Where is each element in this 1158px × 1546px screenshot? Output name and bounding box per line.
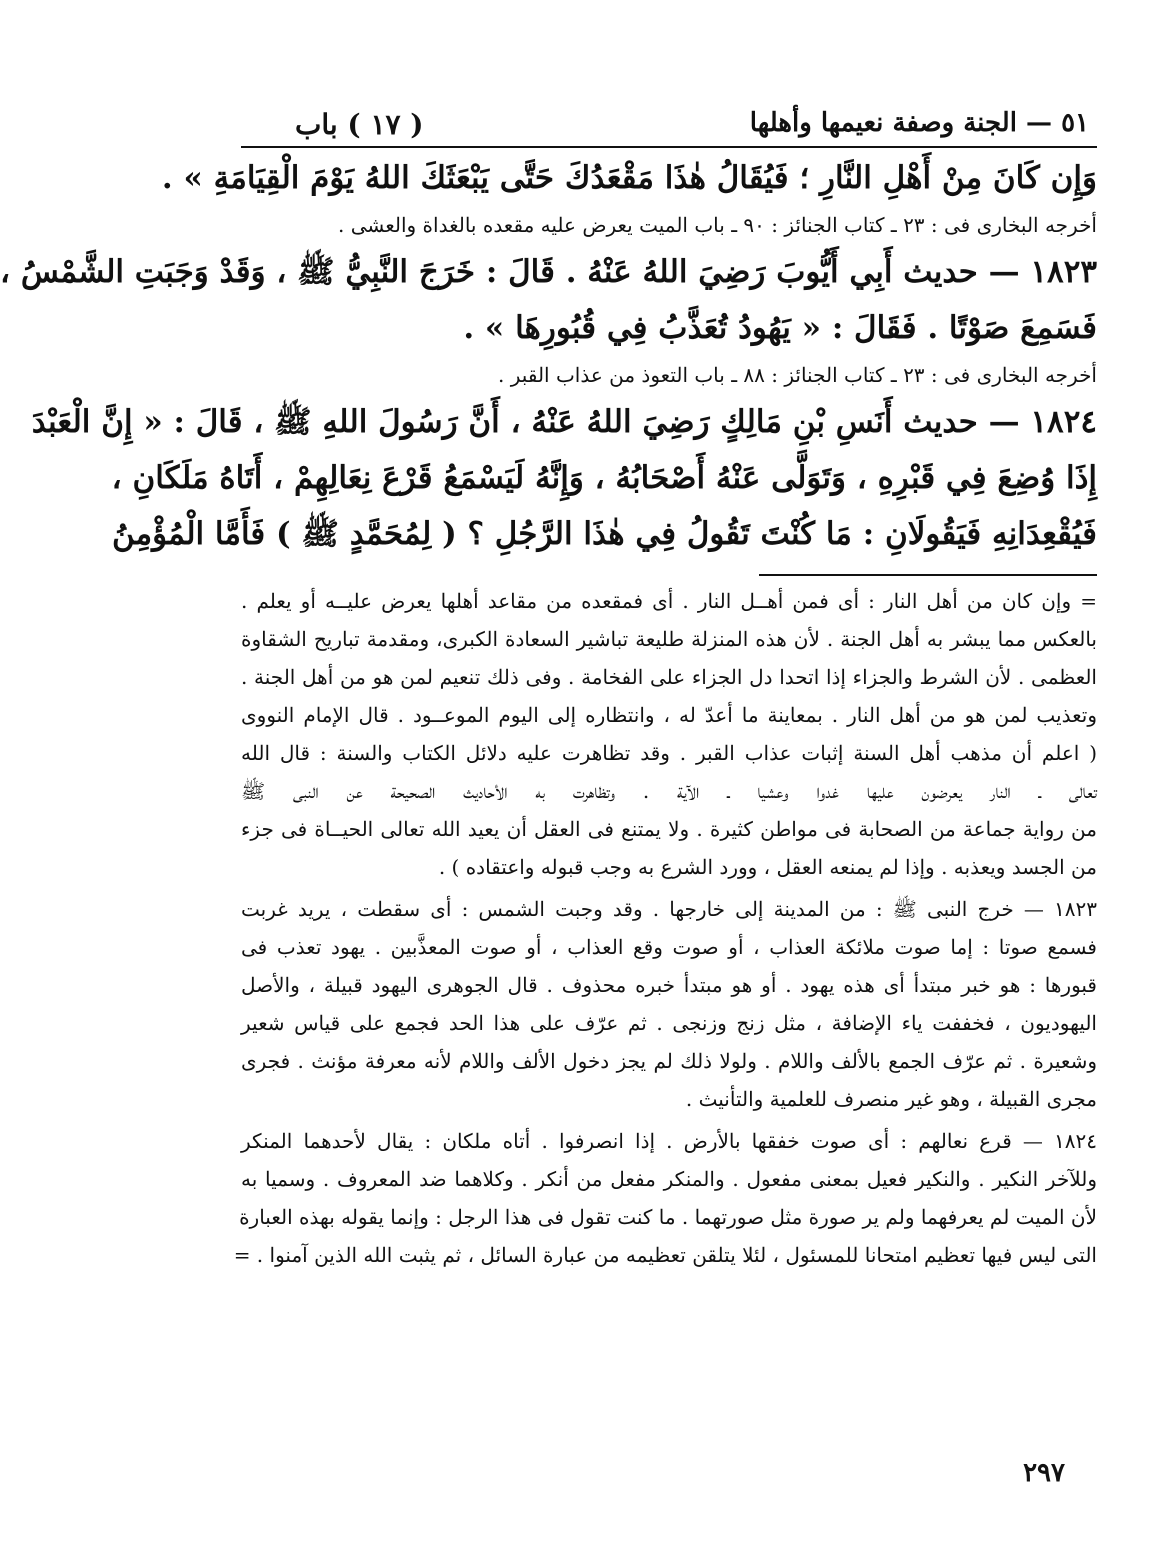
- page-number: ٢٩٧: [1023, 1458, 1065, 1488]
- main-text-line: وَإِن كَانَ مِنْ أَهْلِ النَّارِ ؛ فَيُقَالُ هٰذَا مَقْعَدُكَ حَتَّى يَبْعَثَكَ اللهُ يَوْمَ الْقِيَامَةِ » .: [161, 160, 1097, 196]
- footnote-line: ( اعلم أن مذهب أهل السنة إثبات عذاب القبر . وقد تظاهرت عليه دلائل الكتاب والسنة : قال الله: [241, 741, 1097, 765]
- footnotes: [233, 582, 1098, 1274]
- page-header: [241, 90, 1097, 148]
- book-page: [0, 90, 1098, 1500]
- main-text: [0, 148, 1097, 562]
- footnote-line: مجرى القبيلة ، وهو غير منصرف للعلمية والتأنيث .: [685, 1087, 1097, 1111]
- footnote-line: اليهوديون ، فخففت ياء الإضافة ، مثل زنج وزنجى . ثم عرّف على هذا الحد فجمع على قياس شعير: [241, 1011, 1097, 1035]
- footnote-line: فسمع صوتا : إما صوت ملائكة العذاب ، أو صوت وقع العذاب ، أو صوت المعذَّبين . يهود تعذب فى: [241, 935, 1097, 959]
- section-title: ( ١٧ ) باب: [295, 108, 424, 141]
- footnote-line: = وإن كان من أهل النار : أى فمن أهــل النار . أى فمقعده من مقاعد أهلها يعرض عليــه أو يعلم .: [241, 589, 1097, 613]
- footnote-line: ١٨٢٤ — قرع نعالهم : أى صوت خفقها بالأرض . إذا انصرفوا . أتاه ملكان : يقال لأحدهما المنكر: [241, 1129, 1098, 1153]
- source-reference: أخرجه البخارى فى : ٢٣ ـ كتاب الجنائز : ٨٨ ـ باب التعوذ من عذاب القبر .: [498, 363, 1097, 387]
- footnote-line: وشعيرة . ثم عرّف الجمع بالألف واللام . ولولا ذلك لم يجز دخول الألف واللام لأنه معرفة مؤنث . فجرى: [241, 1049, 1098, 1073]
- footnote-line: لأن الميت لم يعرفهما ولم ير صورة مثل صورتهما . ما كنت تقول فى هذا الرجل : وإنما يقوله بهذه العبارة: [239, 1205, 1097, 1229]
- hadith-1823-line: ١٨٢٣ — حديث أَبِي أَيُّوبَ رَضِيَ اللهُ عَنْهُ . قَالَ : خَرَجَ النَّبِيُّ ﷺ ، وَقَدْ وَجَبَتِ الشَّمْسُ ،: [0, 254, 1097, 290]
- footnote-line: العظمى . لأن الشرط والجزاء إذا اتحدا دل الجزاء على الفخامة . وفى ذلك تنعيم لمن هو من أهل الجنة .: [241, 665, 1097, 689]
- footnote-line: بالعكس مما يبشر به أهل الجنة . لأن هذه المنزلة طليعة تباشير السعادة الكبرى، ومقدمة تباريح الشقاوة: [241, 627, 1097, 651]
- footnote-divider: [759, 574, 1097, 576]
- source-reference: أخرجه البخارى فى : ٢٣ ـ كتاب الجنائز : ٩٠ ـ باب الميت يعرض عليه مقعده بالغداة والعشى .: [338, 213, 1097, 237]
- chapter-title: ٥١ — الجنة وصفة نعيمها وأهلها: [749, 108, 1089, 138]
- footnote-line: من الجسد ويعذبه . وإذا لم يمنعه العقل ، وورد الشرع به وجب قبوله واعتقاده ) .: [438, 855, 1097, 879]
- hadith-1824-line: إِذَا وُضِعَ فِي قَبْرِهِ ، وَتَوَلَّى عَنْهُ أَصْحَابُهُ ، وَإِنَّهُ لَيَسْمَعُ قَرْعَ نِعَالِهِمْ ، أَتَاهُ مَلَكَانِ ،: [111, 460, 1097, 496]
- hadith-1823-line: فَسَمِعَ صَوْتًا . فَقَالَ : « يَهُودُ تُعَذَّبُ فِي قُبُورِهَا » .: [463, 310, 1097, 346]
- footnote-line: من رواية جماعة من الصحابة فى مواطن كثيرة . ولا يمتنع فى العقل أن يعيد الله تعالى الحيــاة فى جزء: [241, 817, 1097, 841]
- footnote-line: وللآخر النكير . والنكير فعيل بمعنى مفعول . والمنكر مفعل من أنكر . وكلاهما ضد المعروف . وسميا به: [241, 1167, 1097, 1191]
- hadith-1824-line: فَيُقْعِدَانِهِ فَيَقُولَانِ : مَا كُنْتَ تَقُولُ فِي هٰذَا الرَّجُلِ ؟ ( لِمُحَمَّدٍ ﷺ ) فَأَمَّا الْمُؤْمِنُ: [111, 516, 1097, 552]
- footnote-line: التى ليس فيها تعظيم امتحانا للمسئول ، لئلا يتلقن تعظيمه من عبارة السائل ، ثم يثبت الله الذين آمنوا . =: [233, 1243, 1097, 1267]
- footnote-line: قبورها : هو خبر مبتدأ أى هذه يهود . أو هو مبتدأ خبره محذوف . قال الجوهرى اليهود قبيلة ، والأصل: [241, 973, 1097, 997]
- footnote-line: وتعذيب لمن هو من أهل النار . بمعاينة ما أعدّ له ، وانتظاره إلى اليوم الموعــود . قال الإمام النووى: [241, 703, 1097, 727]
- hadith-1824-line: ١٨٢٤ — حديث أَنَسِ بْنِ مَالِكٍ رَضِيَ اللهُ عَنْهُ ، أَنَّ رَسُولَ اللهِ ﷺ ، قَالَ : « إِنَّ الْعَبْدَ: [31, 404, 1097, 440]
- footnote-line: تعالى ـ النار يعرضون عليها غدوا وعشيا ـ الآية . وتظاهرت به الأحاديث الصحيحة عن النبى ﷺ: [241, 779, 1097, 803]
- footnote-line: ١٨٢٣ — خرج النبى ﷺ : من المدينة إلى خارجها . وقد وجبت الشمس : أى سقطت ، يريد غربت: [241, 897, 1097, 921]
